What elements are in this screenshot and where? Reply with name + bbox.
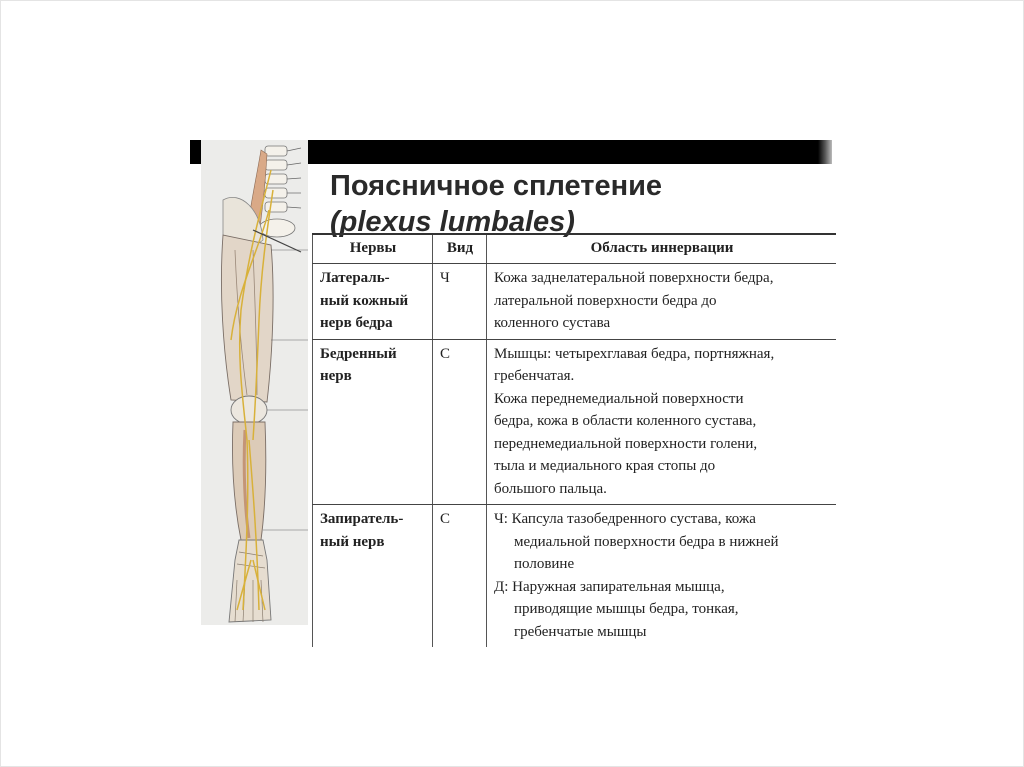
nerve-name-line: ный кожный (320, 292, 409, 309)
nerve-name-cell (313, 264, 433, 340)
slide-title-ru: Поясничное сплетение (330, 170, 663, 202)
header-nerves: Нервы (313, 234, 433, 264)
area-line: переднемедиальной поверхности голени, (494, 435, 758, 452)
nerve-name-cell (313, 339, 433, 505)
table-header-row (313, 234, 837, 264)
area-line: Ч: Капсула тазобедренного сустава, кожа (494, 511, 756, 527)
area-line: большого пальца. (494, 480, 607, 497)
area-line: тыла и медиального края стопы до (494, 458, 716, 474)
area-line: гребенчатые мышцы (514, 623, 647, 640)
innervation-area-cell (487, 339, 837, 505)
area-line: Кожа заднелатеральной поверхности бедра, (494, 270, 774, 286)
area-line: Д: Наружная запирательная мышца, (494, 578, 725, 595)
nerve-type-cell: С (433, 505, 487, 648)
table-row (313, 264, 837, 340)
header-area: Область иннервации (487, 234, 837, 264)
area-line: бедра, кожа в области коленного сустава, (494, 413, 757, 429)
table-row (313, 339, 837, 505)
nerve-name-line: Латераль- (320, 270, 390, 286)
area-line: Кожа переднемедиальной поверхности (494, 390, 744, 407)
table-row (313, 505, 837, 648)
nerve-name-line: Бедренный (320, 345, 397, 362)
area-line: приводящие мышцы бедра, тонкая, (514, 601, 739, 617)
area-line: гребенчатая. (494, 368, 575, 384)
nerve-name-line: Запиратель- (320, 511, 404, 527)
nerve-name-cell (313, 505, 433, 648)
nerve-name-line: ный нерв (320, 533, 385, 550)
area-line: медиальной поверхности бедра в нижней (514, 533, 779, 550)
slide-header-bar-fade (818, 140, 832, 164)
nerve-type-cell: Ч (433, 264, 487, 340)
nerve-name-line: нерв (320, 368, 352, 384)
slide-title-latin: (plexus lumbales) (330, 206, 575, 238)
innervation-area-cell (487, 264, 837, 340)
innervation-area-cell (487, 505, 837, 648)
area-line: коленного сустава (494, 315, 611, 331)
area-line: половине (514, 556, 575, 572)
slide-title (330, 168, 662, 240)
header-vid: Вид (433, 234, 487, 264)
area-line: латеральной поверхности бедра до (494, 292, 717, 309)
nerve-name-line: нерв бедра (320, 315, 393, 331)
nerves-table (312, 233, 836, 647)
nerve-type-cell: С (433, 339, 487, 505)
leg-nerve-anatomy-illustration (201, 140, 308, 625)
area-line: Мышцы: четырехглавая бедра, портняжная, (494, 345, 775, 362)
